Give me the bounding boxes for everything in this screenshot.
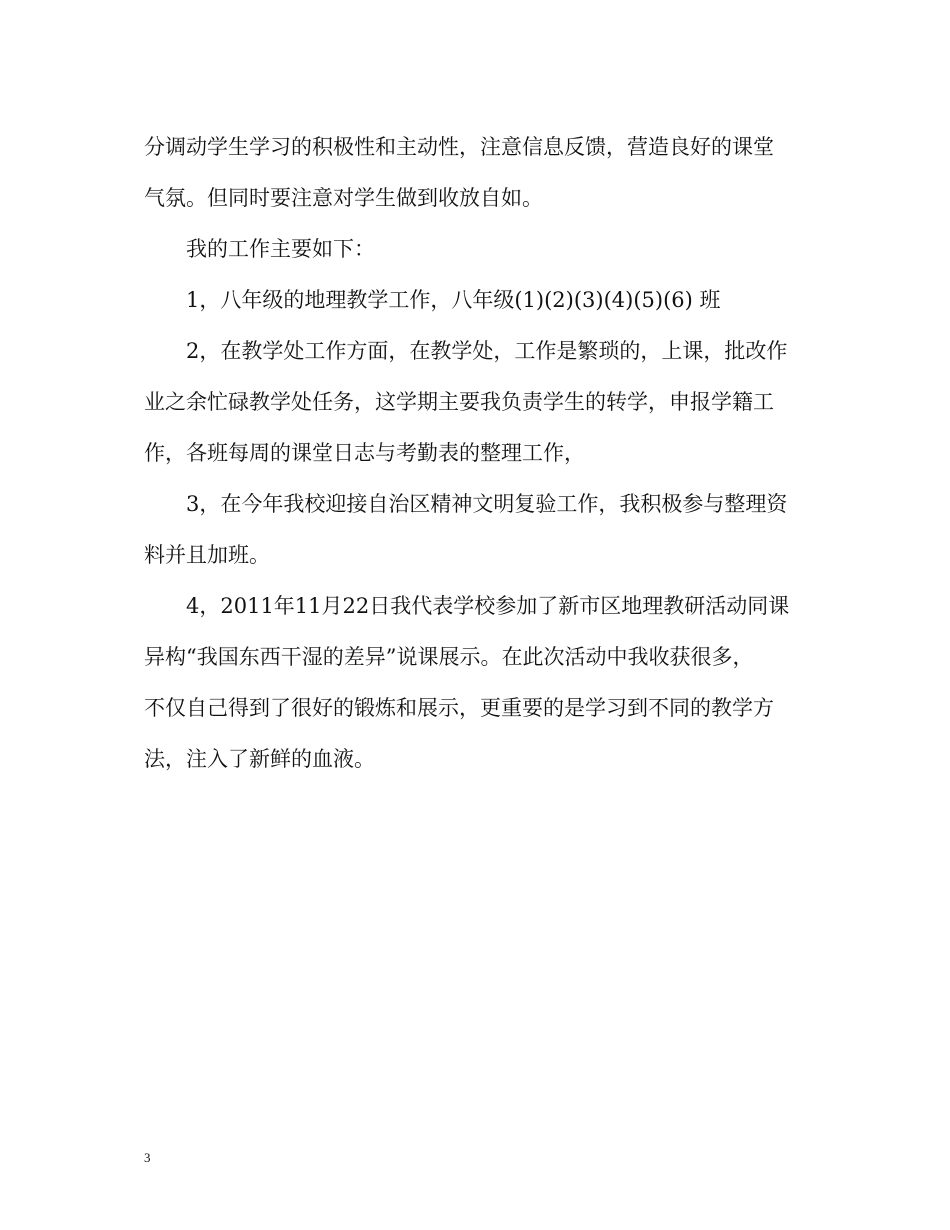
text-line: 我的工作主要如下： [186, 237, 375, 261]
text-line: 2，在教学处工作方面，在教学处，工作是繁琐的，上课，批改作 [186, 339, 788, 363]
text-line: 1，八年级的地理教学工作，八年级(1)(2)(3)(4)(5)(6) 班 [186, 288, 721, 312]
text-line: 不仅自己得到了很好的锻炼和展示，更重要的是学习到不同的教学方 [144, 696, 774, 720]
text-line: 业之余忙碌教学处任务，这学期主要我负责学生的转学，申报学籍工 [144, 390, 774, 414]
text-line: 气氛。但同时要注意对学生做到收放自如。 [144, 186, 543, 210]
text-line: 异构“我国东西干湿的差异”说课展示。在此次活动中我收获很多， [144, 645, 754, 669]
text-line: 4，2011年11月22日我代表学校参加了新市区地理教研活动同课 [186, 594, 790, 618]
page-number: 3 [144, 1150, 151, 1165]
text-line: 料并且加班。 [144, 543, 270, 567]
text-line: 3，在今年我校迎接自治区精神文明复验工作，我积极参与整理资 [186, 492, 788, 516]
text-line: 分调动学生学习的积极性和主动性，注意信息反馈，营造良好的课堂 [144, 135, 774, 159]
body-text [144, 122, 804, 785]
text-line: 法，注入了新鲜的血液。 [144, 747, 375, 771]
text-line: 作，各班每周的课堂日志与考勤表的整理工作， [144, 441, 585, 465]
